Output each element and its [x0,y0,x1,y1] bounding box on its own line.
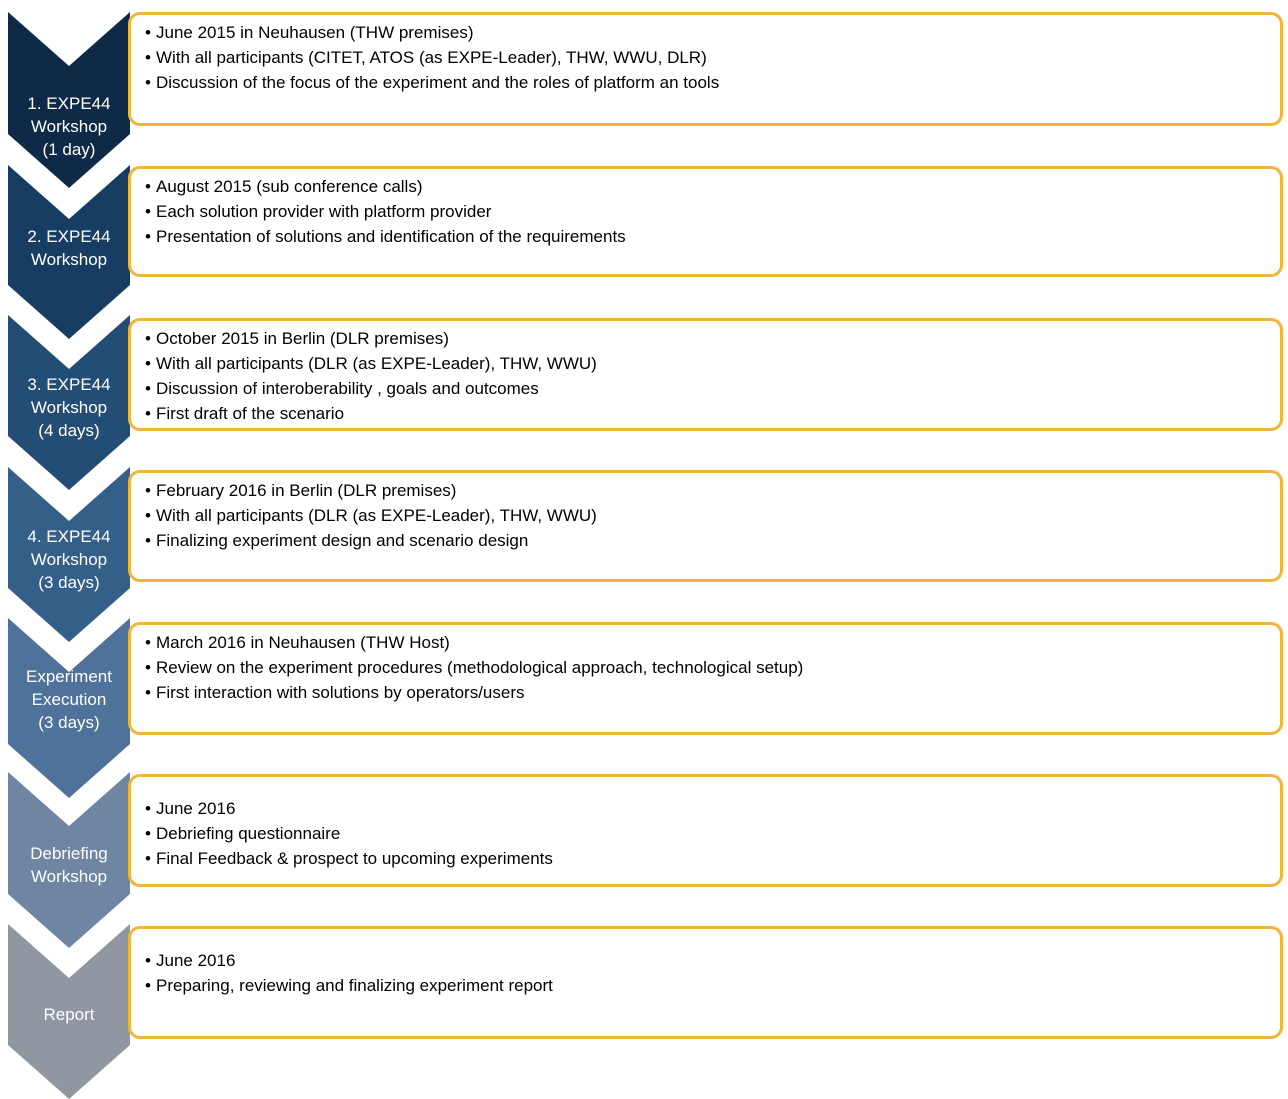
stage-label-line: Workshop [30,550,108,569]
stage-label-line: (3 days) [38,713,100,732]
bullet-text: June 2016 [156,951,236,970]
bullet-item [145,630,1280,655]
bullet-text: August 2015 (sub conference calls) [156,177,423,196]
bullet-text: Preparing, reviewing and finalizing experiment report [156,976,553,995]
bullet-dot-icon: • [145,481,151,500]
bullet-dot-icon: • [145,683,151,702]
bullet-dot-icon: • [145,849,151,868]
stage-label-line: Experiment [26,667,112,686]
bullet-item [145,478,1280,503]
bullet-item [145,45,1280,70]
stage-label-line: Workshop [30,117,108,136]
bullet-dot-icon: • [145,329,151,348]
stage-label-line: Workshop [30,866,108,886]
bullet-item [145,174,1280,199]
bullet-item [145,528,1280,553]
bullet-dot-icon: • [145,177,151,196]
bullet-list [145,934,1280,998]
bullet-dot-icon: • [145,531,151,550]
bullet-item [145,20,1280,45]
bullet-item [145,821,1280,846]
stage-details-box [128,622,1283,735]
bullet-dot-icon: • [145,506,151,525]
bullet-item [145,376,1280,401]
stage-label-line: (3 days) [38,573,100,592]
bullet-text: June 2016 [156,799,236,818]
bullet-text: With all participants (CITET, ATOS (as EXPE-Leader), THW, WWU, DLR) [156,48,707,67]
bullet-item [145,846,1280,871]
bullet-item [145,199,1280,224]
bullet-item [145,351,1280,376]
bullet-text: With all participants (DLR (as EXPE-Leader), THW, WWU) [156,506,597,525]
bullet-text: First draft of the scenario [156,404,345,423]
stage-details-box [128,318,1283,431]
bullet-list [145,174,1280,249]
bullet-dot-icon: • [145,23,151,42]
bullet-text: With all participants (DLR (as EXPE-Leader), THW, WWU) [156,354,597,373]
stage-label [8,525,130,594]
bullet-text: Review on the experiment procedures (methodological approach, technological setup) [156,658,804,677]
bullet-item [145,326,1280,351]
bullet-dot-icon: • [145,202,151,221]
stage-label-line: 3. EXPE44 [27,375,111,394]
bullet-list [145,478,1280,553]
bullet-text: Final Feedback & prospect to upcoming experiments [156,849,553,868]
stage-label-line: Debriefing [30,843,108,863]
stage-label-line: 1. EXPE44 [27,94,111,113]
bullet-item [145,224,1280,249]
bullet-text: June 2015 in Neuhausen (THW premises) [156,23,474,42]
bullet-dot-icon: • [145,976,151,995]
bullet-item [145,655,1280,680]
stage-label-line: (4 days) [38,421,100,440]
bullet-text: Debriefing questionnaire [156,824,341,843]
stage-details-box [128,166,1283,277]
bullet-dot-icon: • [145,379,151,398]
stage-details-box [128,12,1283,126]
stage-label-line: Workshop [30,398,108,417]
bullet-item [145,70,1280,95]
bullet-dot-icon: • [145,951,151,970]
bullet-dot-icon: • [145,73,151,92]
bullet-list [145,20,1280,95]
stage-label-line: 2. EXPE44 [27,226,111,246]
stage-label-line: Report [43,1005,95,1024]
bullet-text: Discussion of interoberability , goals and outcomes [156,379,539,398]
bullet-text: First interaction with solutions by operators/users [156,683,525,702]
stage-label [8,225,130,271]
bullet-dot-icon: • [145,633,151,652]
stage-label-line: Workshop [30,249,108,269]
bullet-text: March 2016 in Neuhausen (THW Host) [156,633,450,652]
bullet-text: Finalizing experiment design and scenario design [156,531,529,550]
bullet-dot-icon: • [145,48,151,67]
bullet-item [145,680,1280,705]
stage-label [8,373,130,442]
stage-label [8,665,130,734]
bullet-text: Presentation of solutions and identification of the requirements [156,227,626,246]
stage-details-box [128,470,1283,582]
stage-label [8,1003,130,1026]
stage-details-box [128,774,1283,887]
bullet-dot-icon: • [145,824,151,843]
bullet-item [145,503,1280,528]
stage-label-line: (1 day) [42,140,96,159]
bullet-item [145,948,1280,973]
stage-label [8,842,130,888]
bullet-list [145,326,1280,426]
stage-label-line: 4. EXPE44 [27,527,111,546]
stage-label-line: Execution [31,690,107,709]
bullet-dot-icon: • [145,404,151,423]
bullet-item [145,973,1280,998]
bullet-dot-icon: • [145,658,151,677]
bullet-item [145,401,1280,426]
bullet-text: Each solution provider with platform provider [156,202,492,221]
stage-details-box [128,926,1283,1039]
bullet-text: October 2015 in Berlin (DLR premises) [156,329,449,348]
bullet-item [145,796,1280,821]
bullet-list [145,630,1280,705]
bullet-dot-icon: • [145,354,151,373]
stage-label [8,92,130,161]
bullet-dot-icon: • [145,799,151,818]
bullet-text: Discussion of the focus of the experiment and the roles of platform an tools [156,73,720,92]
bullet-text: February 2016 in Berlin (DLR premises) [156,481,457,500]
bullet-dot-icon: • [145,227,151,246]
bullet-list [145,782,1280,871]
